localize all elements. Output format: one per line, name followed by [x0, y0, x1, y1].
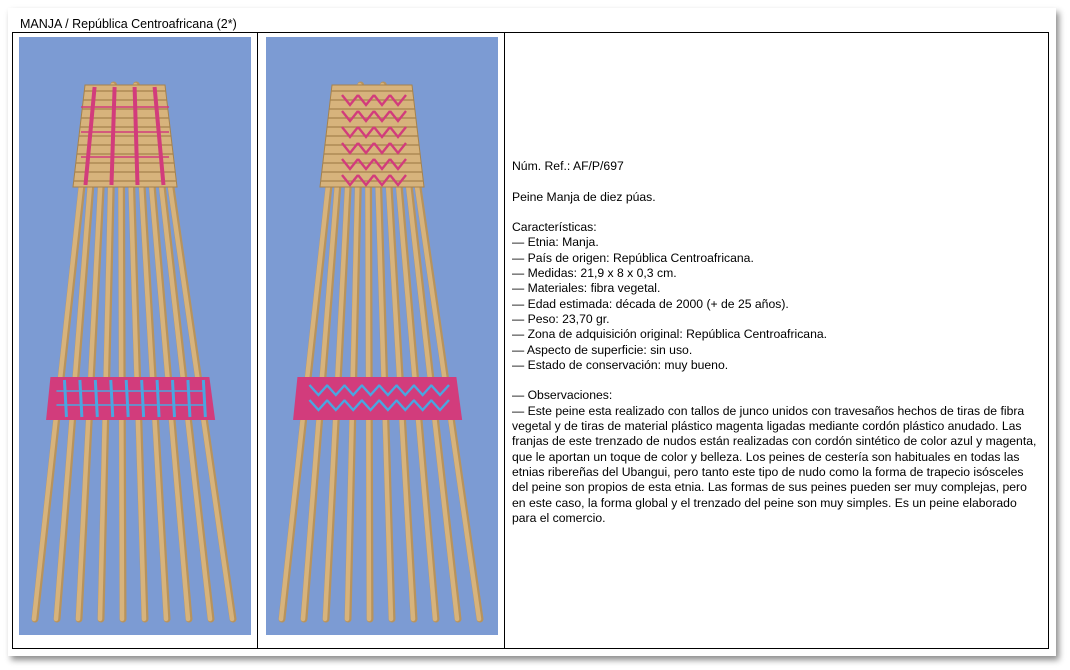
characteristic-condition: — Estado de conservación: muy bueno.: [512, 357, 729, 372]
description-cell: [505, 33, 1048, 648]
characteristic-acquisition: — Zona de adquisición original: República Centroafricana.: [512, 327, 828, 342]
blue-knot: [95, 380, 97, 417]
blue-knot: [172, 380, 174, 417]
characteristics-heading: Características:: [512, 220, 597, 235]
blue-knot: [126, 380, 128, 417]
photo-cell-front: [13, 33, 258, 648]
blue-knot: [142, 380, 144, 417]
blue-knot: [64, 380, 66, 417]
catalog-table: [12, 32, 1049, 649]
observations-paragraph: — Este peine esta realizado con tallos de junco unidos con travesaños hechos de tiras de fibra vegetal y de tiras de material plástico magenta ligadas mediante cordón plástico anudado. Las franjas de este trenzado de nudos están realizadas con cordón sintético de color azul y magenta, que le aportan un toque de color y belleza. Los peines de cestería son habituales en todas las etnias ribereñas del Ubangui, pero tanto este tipo de nudo como la forma de trapecio isósceles del peine son propios de esta etnia. Las formas de sus peines pueden ser muy complejas, pero en este caso, la forma global y el trenzado del peine son muy simples. Es un peine elaborado para el comercio.: [512, 403, 1037, 525]
characteristic-surface: — Aspecto de superficie: sin uso.: [512, 342, 693, 357]
characteristic-age: — Edad estimada: década de 2000 (+ de 25 años).: [512, 296, 789, 311]
characteristic-weight: — Peso: 23,70 gr.: [512, 311, 610, 326]
blue-knot: [80, 380, 82, 417]
observations-heading: — Observaciones:: [512, 388, 613, 403]
characteristic-measures: — Medidas: 21,9 x 8 x 0,3 cm.: [512, 266, 677, 281]
comb-back-photo: [266, 37, 498, 635]
magenta-band: [293, 377, 462, 420]
description-text: [512, 159, 1042, 526]
item-title: Peine Manja de diez púas.: [512, 189, 656, 204]
page-caption: MANJA / República Centroafricana (2*): [20, 17, 237, 31]
reference-number: Núm. Ref.: AF/P/697: [512, 159, 624, 173]
characteristic-materials: — Materiales: fibra vegetal.: [512, 281, 661, 296]
document-page: [8, 8, 1056, 656]
characteristic-ethnicity: — Etnia: Manja.: [512, 235, 599, 250]
blue-knot: [111, 380, 113, 417]
characteristic-country: — País de origen: República Centroafricana.: [512, 250, 754, 265]
comb-front-photo: [19, 37, 251, 635]
blue-knot: [203, 380, 205, 417]
blue-knot: [157, 380, 159, 417]
blue-knot: [188, 380, 190, 417]
photo-cell-back: [258, 33, 505, 648]
